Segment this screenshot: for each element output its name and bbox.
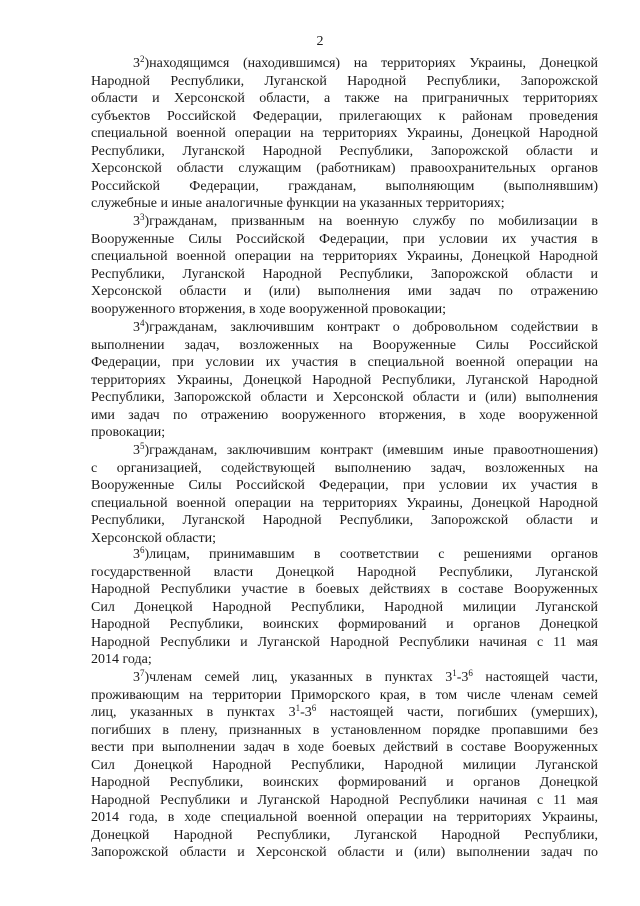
paragraph-line: Народной Республики, воинских формирований и органов Донецкой (91, 775, 598, 790)
paragraph-line: Федерации, при условии их участия в специальной военной операции на (91, 355, 598, 370)
paragraph-line: государственной власти Донецкой Народной Республики, Луганской (91, 564, 598, 580)
paragraph-line: погибших в плену, признанных в установленном порядке пропавшими без (91, 722, 598, 738)
paragraph-line: специальной военной операции на территориях Украины, Донецкой Народной (91, 495, 598, 511)
paragraph-line: Народной Республики участие в боевых действиях в составе Вооруженных (91, 582, 598, 597)
paragraph-line: $3^5)гражданам$, заключившим контракт (имевшим иные правоотношения) (133, 441, 598, 458)
paragraph-line: области и Херсонской области, а также на приграничных территориях (91, 91, 598, 106)
paragraph-3-6 (91, 546, 598, 669)
paragraph-line: Народной Республики, воинских формирований и органов Донецкой (91, 617, 598, 632)
item-superscript: 4 (140, 318, 145, 328)
reference-superscript: 6 (468, 668, 473, 678)
item-superscript: 2 (140, 54, 145, 64)
paragraph-line: вести при выполнении задач в ходе боевых действий в составе Вооруженных (91, 740, 598, 755)
paragraph-line: Республики, Луганской Народной Республики, Запорожской области и (91, 513, 598, 528)
paragraph-line: $3^7)членам$ семей лиц, указанных в пунктах $3^1-3^6$ настоящей части, (133, 668, 598, 685)
page-number: 2 (316, 34, 324, 49)
paragraph-line: Херсонской области и (или) выполнения ими задач по отражению (91, 284, 598, 299)
paragraph-line: Сил Донецкой Народной Республики, Народной милиции Луганской (91, 757, 598, 773)
paragraph-line: $3^2)находящимся$ (находившимся) на территориях Украины, Донецкой (133, 54, 598, 71)
paragraph-line: $3^6)лицам$, принимавшим в соответствии с решениями органов (133, 545, 598, 562)
paragraph-line: Сил Донецкой Народной Республики, Народной милиции Луганской (91, 599, 598, 615)
paragraph-line: специальной военной операции на территориях Украины, Донецкой Народной (91, 126, 598, 141)
reference-superscript: 1 (295, 703, 301, 713)
item-marker: 3 (133, 214, 140, 229)
paragraph-line: Вооруженные Силы Российской Федерации, при условии их участия в (91, 478, 598, 493)
paragraph-line: территориях Украины, Донецкой Народной Республики, Луганской Народной (91, 372, 598, 388)
paragraph-line: 2014 года; (91, 652, 152, 667)
item-superscript: 7 (140, 668, 145, 678)
reference-superscript: 6 (311, 703, 317, 713)
paragraph-line: $3^3)гражданам$, призванным на военную службу по мобилизации в (133, 212, 598, 229)
paragraph-line: лиц, указанных в пунктах $3^1-3^6$ настоящей части, погибших (умерших), (91, 703, 598, 720)
item-marker: 3 (133, 56, 140, 71)
paragraph-line: Народной Республики и Луганской Народной Республики начиная с 11 мая (91, 634, 598, 650)
paragraph-line: субъектов Российской Федерации, прилегающих к районам проведения (91, 108, 598, 124)
paragraph-3-2 (91, 55, 598, 213)
item-superscript: 3 (140, 212, 145, 222)
item-superscript: 5 (140, 441, 145, 451)
paragraph-3-3 (91, 213, 598, 318)
paragraph-line: Вооруженные Силы Российской Федерации, при условии их участия в (91, 231, 598, 247)
paragraph-line: Республики, Запорожской области и Херсонской области и (или) выполнения (91, 390, 598, 405)
item-marker: 3 (133, 670, 140, 685)
item-superscript: 6 (140, 545, 145, 555)
item-marker: 3 (133, 320, 140, 335)
paragraph-line: Республики, Луганской Народной Республики, Запорожской области и (91, 143, 598, 159)
paragraph-line: вооруженного вторжения, в ходе вооруженной провокации; (91, 301, 447, 317)
item-marker: 3 (133, 443, 140, 458)
paragraph-3-5 (91, 442, 598, 547)
paragraph-line: специальной военной операции на территориях Украины, Донецкой Народной (91, 249, 598, 264)
paragraph-line: Российской Федерации, гражданам, выполняющим (выполнявшим) (91, 178, 598, 194)
paragraph-line: с организацией, содействующей выполнению задач, возложенных на (91, 460, 598, 476)
paragraph-line: Херсонской области; (91, 530, 217, 546)
paragraph-line: 2014 года, в ходе специальной военной операции на территориях Украины, (91, 810, 598, 825)
paragraph-line: ими задач по отражению вооруженного вторжения, в ходе вооруженной (91, 407, 598, 423)
paragraph-line: $3^4)гражданам$, заключившим контракт о добровольном содействии в (133, 318, 598, 335)
paragraph-line: Херсонской области служащим (работникам) правоохранительных органов (91, 161, 598, 176)
item-marker: 3 (133, 547, 140, 562)
reference-superscript: 1 (452, 668, 457, 678)
paragraph-line: проживающим на территории Приморского края, в том числе членам семей (91, 687, 598, 703)
paragraph-line: выполнении задач, возложенных на Вооруженные Силы Российской (91, 337, 598, 353)
paragraph-line: Народной Республики, Луганской Народной Республики, Запорожской (91, 73, 598, 89)
paragraph-line: провокации; (91, 425, 166, 440)
paragraph-line: Республики, Луганской Народной Республики, Запорожской области и (91, 266, 598, 282)
paragraph-3-7 (91, 669, 598, 862)
paragraph-line: Запорожской области и Херсонской области и (или) выполнении задач по (91, 845, 598, 860)
paragraph-line: Донецкой Народной Республики, Луганской Народной Республики, (91, 827, 598, 843)
paragraph-line: Народной Республики и Луганской Народной Республики начиная с 11 мая (91, 792, 598, 808)
paragraph-line: служебные и иные аналогичные функции на указанных территориях; (91, 196, 505, 211)
paragraph-3-4 (91, 319, 598, 442)
